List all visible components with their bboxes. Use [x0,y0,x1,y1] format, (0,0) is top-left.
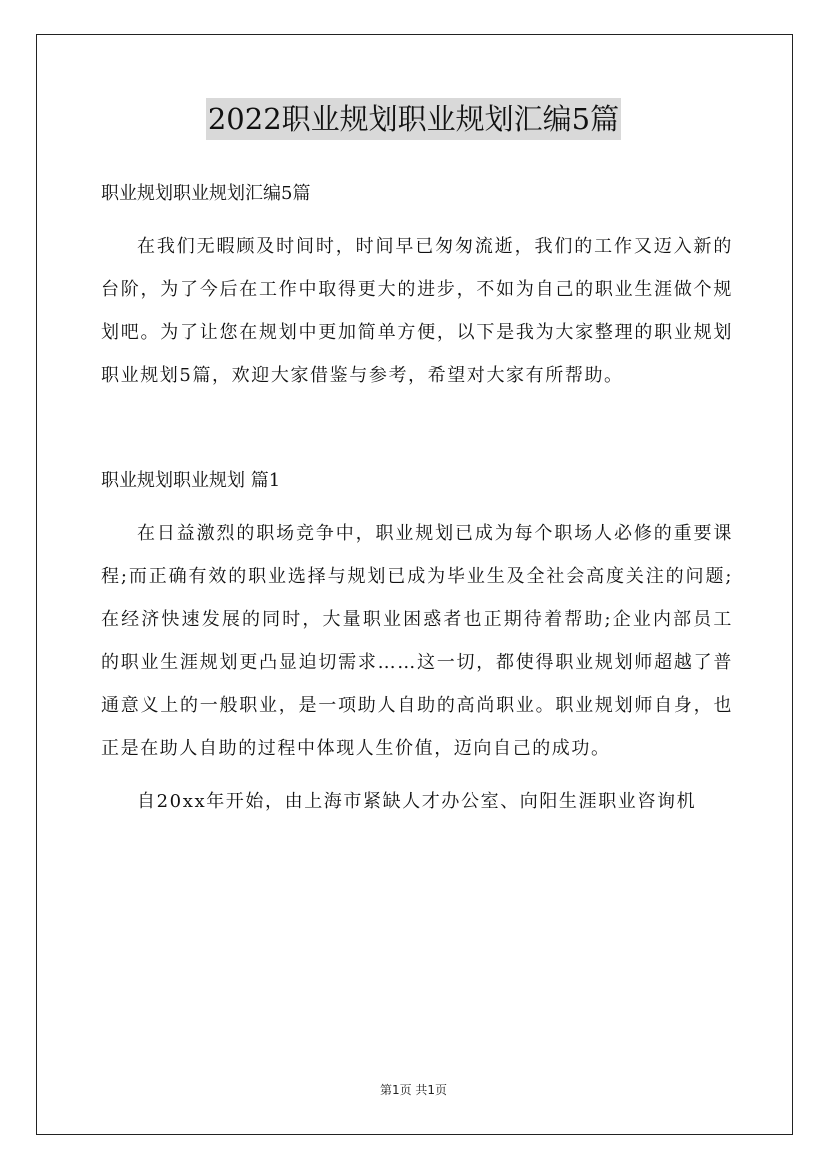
title-container [0,98,827,140]
spacer [101,397,733,459]
page-footer: 第1页 共1页 [379,1083,448,1097]
intro-paragraph: 在我们无暇顾及时间时，时间早已匆匆流逝，我们的工作又迈入新的台阶，为了今后在工作中取得更大的进步，不如为自己的职业生涯做个规划吧。为了让您在规划中更加简单方便，以下是我为大家整理的职业规划职业规划5篇，欢迎大家借鉴与参考，希望对大家有所帮助。 [101,236,733,386]
section-paragraph: 在日益激烈的职场竞争中，职业规划已成为每个职场人必修的重要课程;而正确有效的职业选择与规划已成为毕业生及全社会高度关注的问题;在经济快速发展的同时，大量职业困惑者也正期待着帮助;企业内部员工的职业生涯规划更凸显迫切需求……这一切，都使得职业规划师超越了普通意义上的一般职业，是一项助人自助的高尚职业。职业规划师自身，也正是在助人自助的过程中体现人生价值，迈向自己的成功。 [101,523,733,759]
section-paragraph: 自20xx年开始，由上海市紧缺人才办公室、向阳生涯职业咨询机 [137,791,697,812]
document-body [101,172,733,823]
document-subtitle: 职业规划职业规划汇编5篇 [101,183,311,204]
section-heading: 职业规划职业规划 篇1 [101,470,281,491]
document-title: 2022职业规划职业规划汇编5篇 [206,98,621,140]
